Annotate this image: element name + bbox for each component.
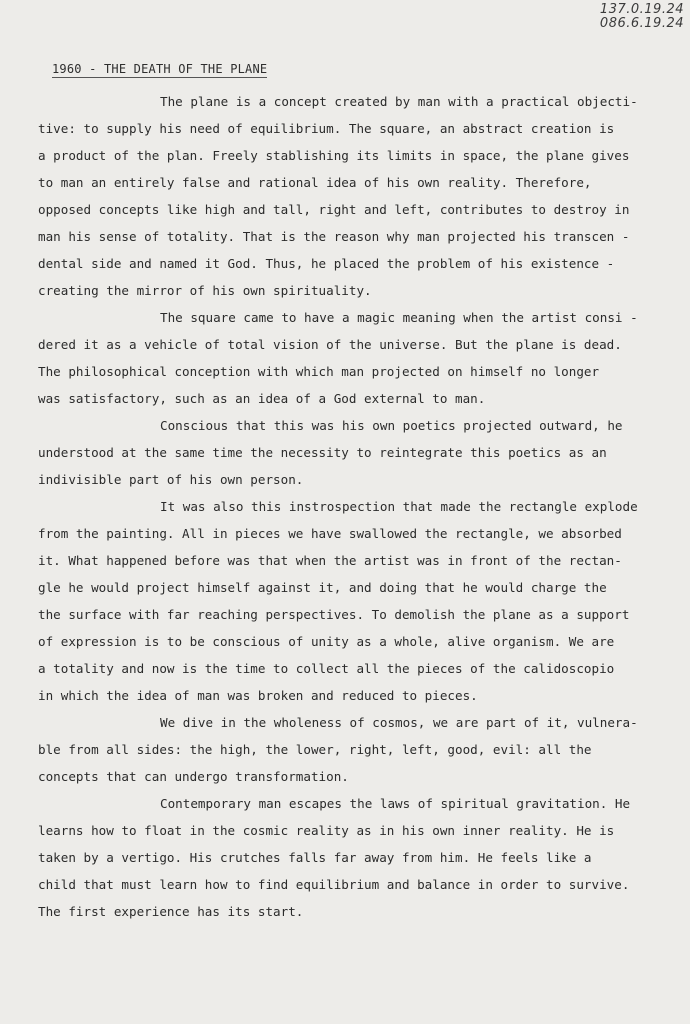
text-line: It was also this instrospection that made the rectangle explode	[160, 499, 638, 514]
text-line: in which the idea of man was broken and reduced to pieces.	[38, 688, 478, 703]
text-line: the surface with far reaching perspectives. To demolish the plane as a support	[38, 607, 630, 622]
text-line: to man an entirely false and rational idea of his own reality. Therefore,	[38, 175, 592, 190]
text-line: gle he would project himself against it, and doing that he would charge the	[38, 580, 607, 595]
text-line: tive: to supply his need of equilibrium. The square, an abstract creation is	[38, 121, 615, 136]
text-line: opposed concepts like high and tall, right and left, contributes to destroy in	[38, 202, 630, 217]
text-line: from the painting. All in pieces we have swallowed the rectangle, we absorbed	[38, 526, 622, 541]
text-line: man his sense of totality. That is the reason why man projected his transcen -	[38, 229, 630, 244]
document-body	[38, 88, 684, 925]
text-line: The square came to have a magic meaning when the artist consi -	[160, 310, 638, 325]
text-line: Contemporary man escapes the laws of spiritual gravitation. He	[160, 796, 631, 811]
text-line: The plane is a concept created by man with a practical objecti-	[160, 94, 638, 109]
text-line: was satisfactory, such as an idea of a God external to man.	[38, 391, 486, 406]
text-line: creating the mirror of his own spirituality.	[38, 283, 372, 298]
text-line: it. What happened before was that when the artist was in front of the rectan-	[38, 553, 622, 568]
text-line: The philosophical conception with which man projected on himself no longer	[38, 364, 600, 379]
text-line: child that must learn how to find equilibrium and balance in order to survive.	[38, 877, 630, 892]
text-line: Conscious that this was his own poetics projected outward, he	[160, 418, 623, 433]
text-line: indivisible part of his own person.	[38, 472, 304, 487]
text-line: learns how to float in the cosmic reality as in his own inner reality. He is	[38, 823, 615, 838]
archive-annotation: 086.6.19.24	[599, 16, 684, 31]
text-line: a product of the plan. Freely stablishing its limits in space, the plane gives	[38, 148, 630, 163]
text-line: of expression is to be conscious of unity as a whole, alive organism. We are	[38, 634, 615, 649]
text-line: understood at the same time the necessity to reintegrate this poetics as an	[38, 445, 607, 460]
text-line: The first experience has its start.	[38, 904, 304, 919]
text-line: ble from all sides: the high, the lower, right, left, good, evil: all the	[38, 742, 592, 757]
document-title: 1960 - THE DEATH OF THE PLANE	[52, 62, 268, 76]
text-line: a totality and now is the time to collect all the pieces of the calidoscopio	[38, 661, 615, 676]
archive-annotation: 137.0.19.24	[599, 2, 684, 17]
text-line: taken by a vertigo. His crutches falls far away from him. He feels like a	[38, 850, 592, 865]
text-line: dered it as a vehicle of total vision of the universe. But the plane is dead.	[38, 337, 622, 352]
text-line: We dive in the wholeness of cosmos, we are part of it, vulnera-	[160, 715, 638, 730]
text-line: concepts that can undergo transformation.	[38, 769, 349, 784]
text-line: dental side and named it God. Thus, he placed the problem of his existence -	[38, 256, 615, 271]
